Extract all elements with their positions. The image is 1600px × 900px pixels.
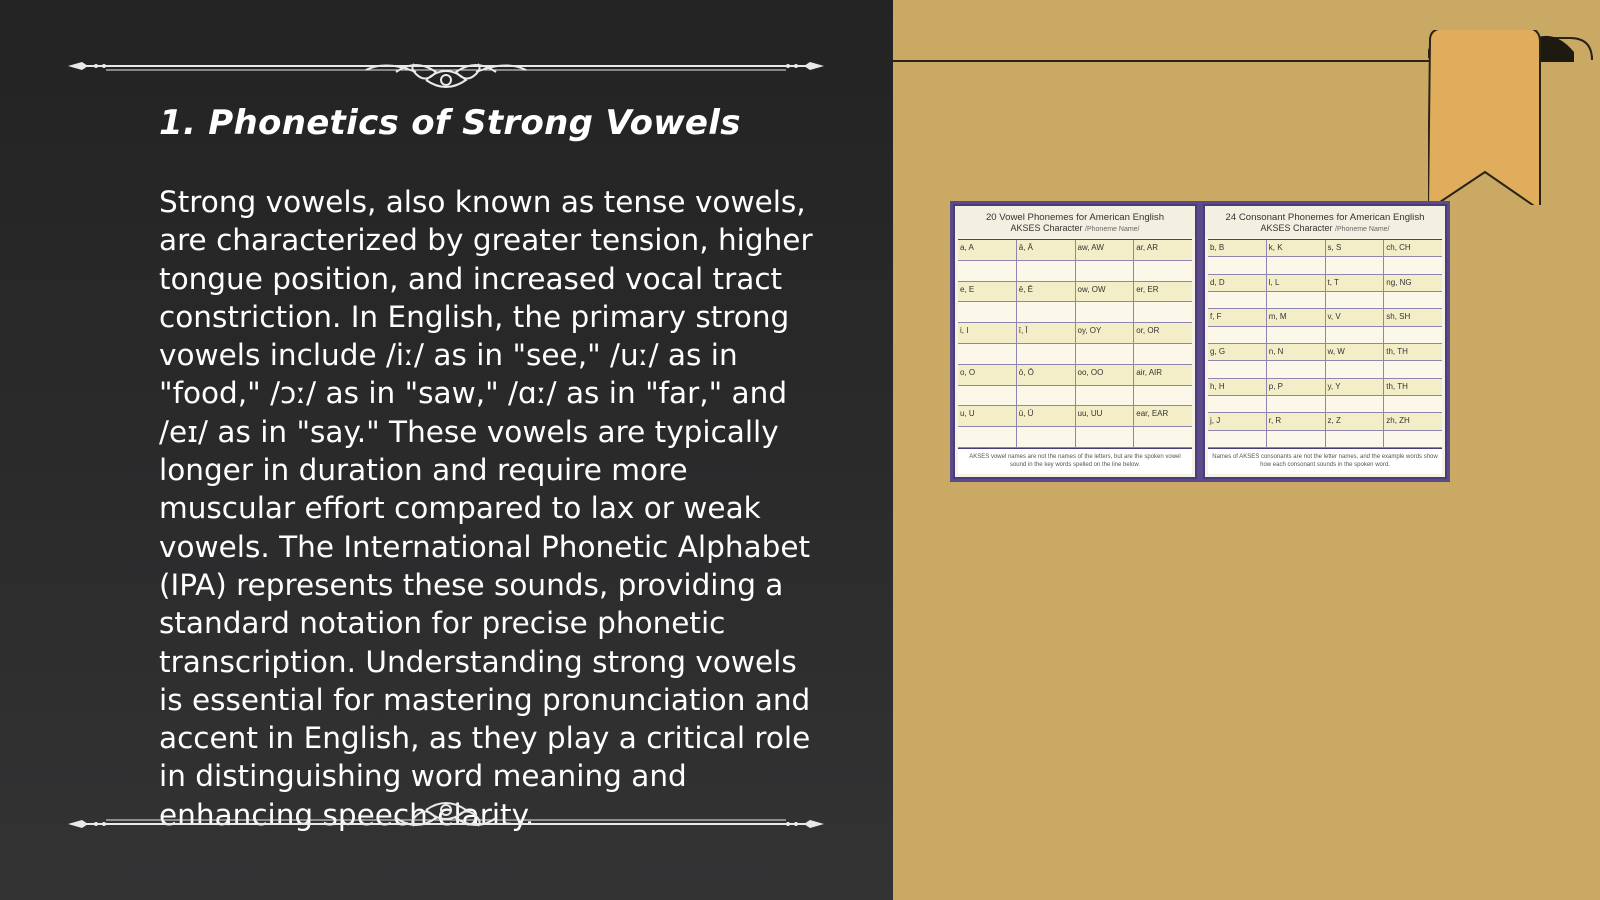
- table-cell: sh, SH: [1384, 309, 1442, 326]
- table-row: [1208, 396, 1442, 413]
- table-cell: p, P: [1267, 379, 1326, 396]
- table-row: [958, 427, 1192, 448]
- table-row: [958, 365, 1192, 386]
- table-row: [1208, 413, 1442, 430]
- table-row: [1208, 292, 1442, 309]
- table-cell: er, ER: [1134, 282, 1192, 303]
- vowel-panel-title: 20 Vowel Phonemes for American English: [985, 212, 1165, 223]
- table-cell: l, L: [1267, 275, 1326, 292]
- table-cell: ng, NG: [1384, 275, 1442, 292]
- table-cell: n, N: [1267, 344, 1326, 361]
- header-rule: [893, 60, 1438, 62]
- table-row: [1208, 275, 1442, 292]
- table-row: [1208, 344, 1442, 361]
- vowel-panel-header: [955, 206, 1195, 237]
- vowel-panel-subtitle: AKSES Character: [1010, 223, 1083, 233]
- table-row: [958, 261, 1192, 282]
- table-cell: ch, CH: [1384, 240, 1442, 257]
- table-cell: m, M: [1267, 309, 1326, 326]
- ornamental-divider-bottom-icon: [66, 800, 826, 850]
- table-cell: ear, EAR: [1134, 406, 1192, 427]
- table-cell: ū, Ū: [1017, 406, 1076, 427]
- table-row: [1208, 257, 1442, 274]
- table-cell: oy, OY: [1076, 323, 1135, 344]
- table-cell: j, J: [1208, 413, 1267, 430]
- table-cell: ō, Ō: [1017, 365, 1076, 386]
- vowel-panel-subtitle-note: /Phoneme Name/: [1085, 226, 1140, 233]
- table-row: [958, 386, 1192, 407]
- table-cell: f, F: [1208, 309, 1267, 326]
- table-cell: ā, Ā: [1017, 240, 1076, 261]
- consonant-phoneme-panel: [1203, 204, 1447, 479]
- table-cell: zh, ZH: [1384, 413, 1442, 430]
- slide-title: 1. Phonetics of Strong Vowels: [159, 103, 741, 143]
- table-cell: v, V: [1326, 309, 1385, 326]
- table-cell: ow, OW: [1076, 282, 1135, 303]
- table-row: [958, 302, 1192, 323]
- table-cell: d, D: [1208, 275, 1267, 292]
- table-cell: k, K: [1267, 240, 1326, 257]
- table-cell: u, U: [958, 406, 1017, 427]
- table-cell: air, AIR: [1134, 365, 1192, 386]
- table-cell: b, B: [1208, 240, 1267, 257]
- table-cell: s, S: [1326, 240, 1385, 257]
- table-cell: y, Y: [1326, 379, 1385, 396]
- table-cell: oo, OO: [1076, 365, 1135, 386]
- table-row: [1208, 431, 1442, 448]
- table-cell: or, OR: [1134, 323, 1192, 344]
- table-cell: aw, AW: [1076, 240, 1135, 261]
- table-cell: g, G: [1208, 344, 1267, 361]
- consonant-panel-header: [1205, 206, 1445, 237]
- table-row: [1208, 379, 1442, 396]
- table-row: [958, 344, 1192, 365]
- table-cell: th, TH: [1384, 344, 1442, 361]
- consonant-panel-title: 24 Consonant Phonemes for American English: [1225, 212, 1425, 223]
- table-cell: o, O: [958, 365, 1017, 386]
- table-row: [958, 282, 1192, 303]
- table-cell: w, W: [1326, 344, 1385, 361]
- consonant-panel-subtitle-note: /Phoneme Name/: [1335, 226, 1390, 233]
- table-cell: a, A: [958, 240, 1017, 261]
- consonant-panel-footer: Names of AKSES consonants are not the letter names, and the example words show how each consonant sounds in the spoken word.: [1208, 448, 1442, 474]
- table-cell: e, E: [958, 282, 1017, 303]
- table-row: [1208, 240, 1442, 257]
- bookmark-ribbon-icon: [1428, 30, 1600, 205]
- table-cell: ē, Ē: [1017, 282, 1076, 303]
- table-row: [1208, 309, 1442, 326]
- table-cell: h, H: [1208, 379, 1267, 396]
- table-cell: ī, Ī: [1017, 323, 1076, 344]
- vowel-phoneme-grid: [958, 239, 1192, 448]
- table-row: [1208, 327, 1442, 344]
- vowel-panel-footer: AKSES vowel names are not the names of the letters, but are the spoken vowel sound in the key words spelled on the line below.: [958, 448, 1192, 474]
- table-cell: i, I: [958, 323, 1017, 344]
- phoneme-chart-image: [950, 201, 1450, 482]
- consonant-phoneme-grid: [1208, 239, 1442, 448]
- table-cell: th, TH: [1384, 379, 1442, 396]
- table-row: [958, 406, 1192, 427]
- table-cell: uu, UU: [1076, 406, 1135, 427]
- table-cell: t, T: [1326, 275, 1385, 292]
- vowel-phoneme-panel: [953, 204, 1197, 479]
- table-row: [1208, 361, 1442, 378]
- slide-body-text: Strong vowels, also known as tense vowels, are characterized by greater tension, higher tongue position, and increased vocal tract constriction. In English, the primary strong vowels include /iː/ as in "see," /uː/ as in "food," /ɔː/ as in "saw," /ɑː/ as in "far," and /eɪ/ as in "say." These vowels are typically longer in duration and require more muscular effort compared to lax or weak vowels. The International Phonetic Alphabet (IPA) represents these sounds, providing a standard notation for precise phonetic transcription. Understanding strong vowels is essential for mastering pronunciation and accent in English, as they play a critical role in distinguishing word meaning and enhancing speech clarity.: [159, 185, 813, 832]
- table-cell: r, R: [1267, 413, 1326, 430]
- table-row: [958, 240, 1192, 261]
- table-cell: ar, AR: [1134, 240, 1192, 261]
- consonant-panel-subtitle: AKSES Character: [1260, 223, 1333, 233]
- table-row: [958, 323, 1192, 344]
- table-cell: z, Z: [1326, 413, 1385, 430]
- ornamental-divider-top-icon: [66, 42, 826, 92]
